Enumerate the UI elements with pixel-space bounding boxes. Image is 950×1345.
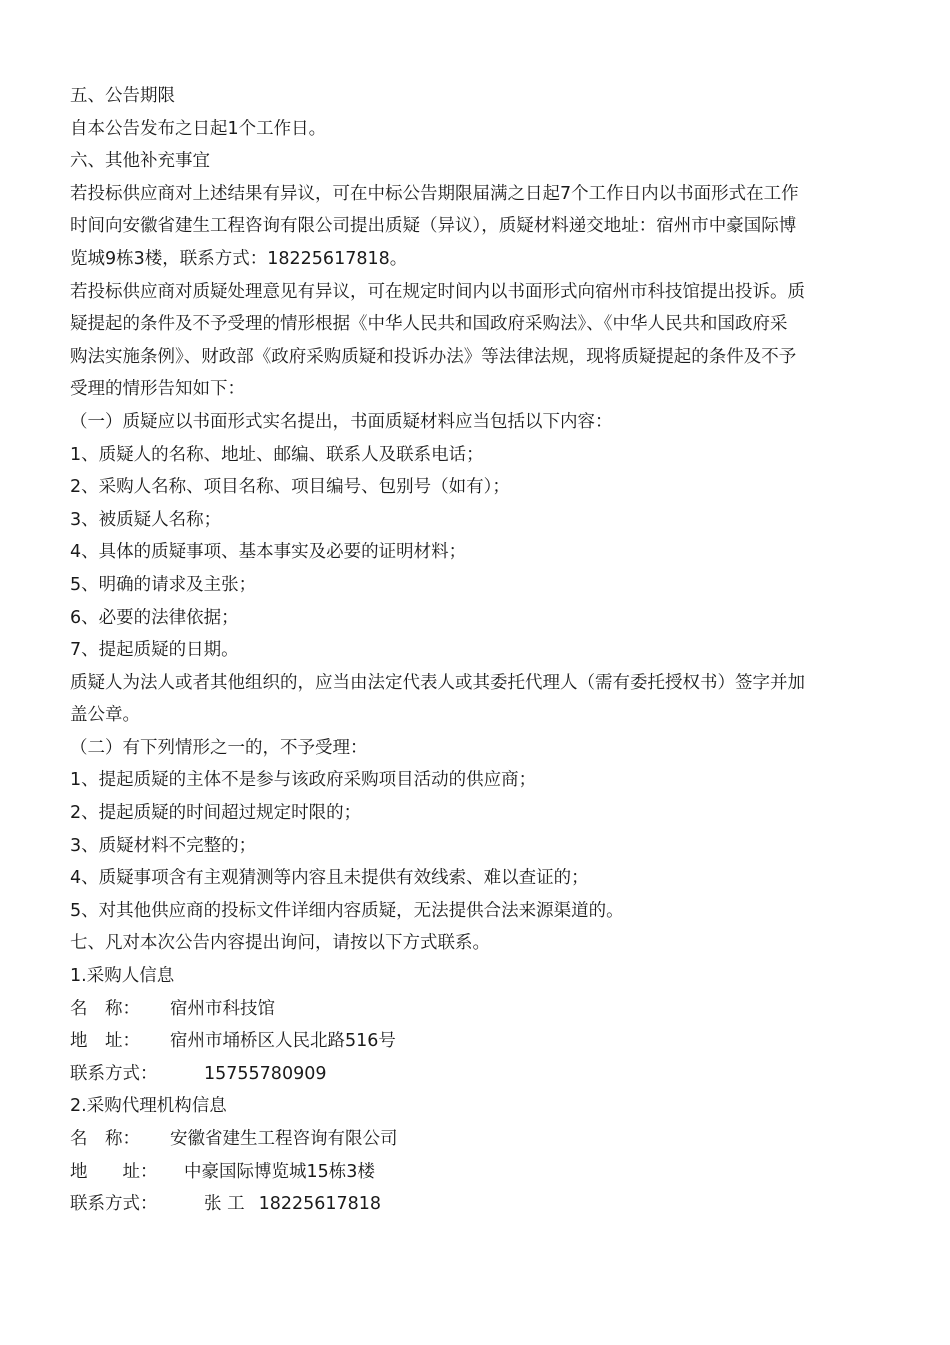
- purchaser-address-value: 宿州市埇桥区人民北路516号: [170, 1031, 396, 1052]
- subsection-1-note-line: 质疑人为法人或者其他组织的，应当由法定代表人或其委托代理人（需有委托授权书）签字并加: [70, 672, 805, 693]
- list-item: 6、必要的法律依据；: [70, 607, 239, 628]
- list-item: 5、对其他供应商的投标文件详细内容质疑，无法提供合法来源渠道的。: [70, 900, 624, 921]
- section-5-title: 五、公告期限: [70, 86, 175, 106]
- section-6-paragraph-2-line: 购法实施条例》、财政部《政府采购质疑和投诉办法》等法律法规，现将质疑提起的条件及不予: [70, 346, 797, 367]
- list-item: 1、提起质疑的主体不是参与该政府采购项目活动的供应商；: [70, 770, 537, 791]
- purchaser-address-label: 地 址：: [70, 1031, 140, 1052]
- section-6-paragraph-1-line: 览城9栋3楼，联系方式：18225617818。: [70, 248, 408, 269]
- agency-contact-value: 18225617818: [258, 1194, 382, 1215]
- list-item: 7、提起质疑的日期。: [70, 640, 239, 661]
- list-item: 2、采购人名称、项目名称、项目编号、包别号（如有）；: [70, 477, 510, 498]
- subsection-2-title: （二）有下列情形之一的，不予受理：: [70, 737, 368, 758]
- purchaser-contact-row: [70, 1058, 885, 1091]
- subsection-1-title: （一）质疑应以书面形式实名提出，书面质疑材料应当包括以下内容：: [70, 411, 613, 432]
- agency-name-row: [70, 1123, 885, 1156]
- list-item: 5、明确的请求及主张；: [70, 574, 257, 595]
- section-7-title: 七、凡对本次公告内容提出询问，请按以下方式联系。: [70, 933, 490, 954]
- purchaser-name-row: [70, 993, 885, 1026]
- section-5-body: 自本公告发布之日起1个工作日。: [70, 118, 327, 139]
- section-6-title: 六、其他补充事宜: [70, 151, 210, 172]
- agency-info-title: 2.采购代理机构信息: [70, 1096, 227, 1117]
- list-item: 4、质疑事项含有主观猜测等内容且未提供有效线索、难以查证的；: [70, 868, 589, 889]
- agency-contact-person: 张 工: [204, 1194, 245, 1215]
- section-6-paragraph-1-line: 时间向安徽省建生工程咨询有限公司提出质疑（异议），质疑材料递交地址：宿州市中豪国际博: [70, 216, 797, 237]
- purchaser-address-row: [70, 1025, 885, 1058]
- section-6-paragraph-2-line: 若投标供应商对质疑处理意见有异议，可在规定时间内以书面形式向宿州市科技馆提出投诉。质: [70, 281, 805, 302]
- purchaser-info-title: 1.采购人信息: [70, 966, 175, 987]
- document-page: [70, 80, 885, 1221]
- section-6-paragraph-1-line: 若投标供应商对上述结果有异议，可在中标公告期限届满之日起7个工作日内以书面形式在工作: [70, 183, 799, 204]
- purchaser-contact-label: 联系方式：: [70, 1063, 158, 1084]
- list-item: 3、质疑材料不完整的；: [70, 835, 257, 856]
- list-item: 3、被质疑人名称；: [70, 509, 222, 530]
- agency-contact-label: 联系方式：: [70, 1194, 158, 1215]
- section-6-paragraph-2-line: 疑提起的条件及不予受理的情形根据《中华人民共和国政府采购法》、《中华人民共和国政府采: [70, 314, 788, 335]
- subsection-1-note-line: 盖公章。: [70, 705, 140, 726]
- agency-contact-row: [70, 1188, 885, 1221]
- agency-name-value: 安徽省建生工程咨询有限公司: [170, 1129, 398, 1149]
- agency-address-label: 地 址：: [70, 1161, 158, 1182]
- agency-address-value: 中豪国际博览城15栋3楼: [184, 1161, 375, 1182]
- list-item: 2、提起质疑的时间超过规定时限的；: [70, 803, 362, 824]
- agency-name-label: 名 称：: [70, 1129, 140, 1149]
- purchaser-name-label: 名 称：: [70, 998, 140, 1019]
- agency-address-row: [70, 1156, 885, 1189]
- list-item: 1、质疑人的名称、地址、邮编、联系人及联系电话；: [70, 444, 484, 465]
- purchaser-name-value: 宿州市科技馆: [170, 998, 275, 1019]
- list-item: 4、具体的质疑事项、基本事实及必要的证明材料；: [70, 542, 467, 563]
- purchaser-contact-value: 15755780909: [204, 1063, 327, 1084]
- section-6-paragraph-2-line: 受理的情形告知如下：: [70, 379, 245, 400]
